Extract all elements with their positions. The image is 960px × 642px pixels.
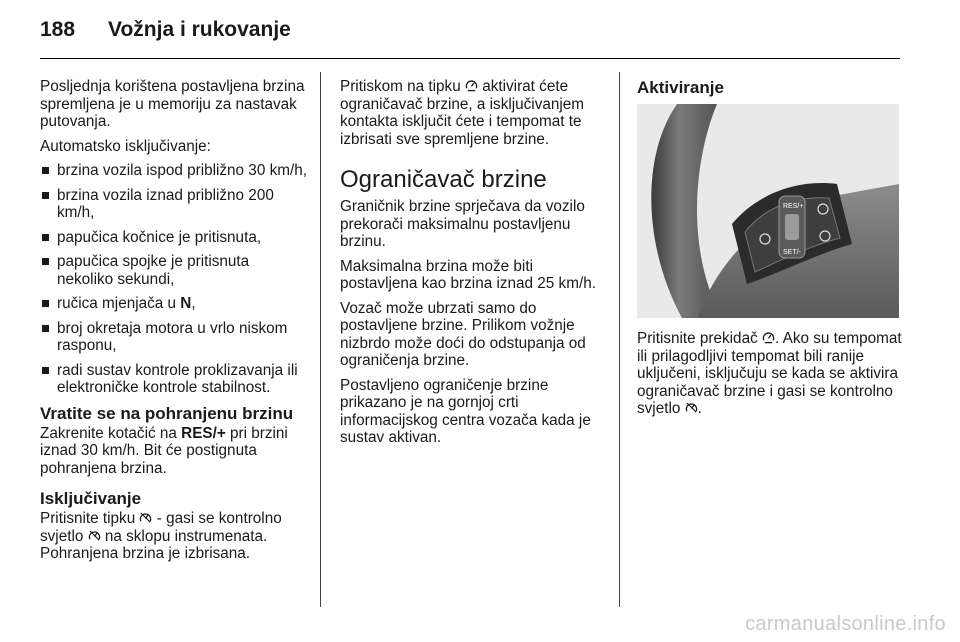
bullet-icon: [42, 300, 49, 307]
bullet-icon: [42, 167, 49, 174]
auto-off-list: [40, 162, 308, 397]
list-item: brzina vozila iznad približno 200 km/h,: [40, 187, 308, 222]
paragraph: Pritisnite tipku - gasi se kontrolno svjetlo na sklopu instrumenata. Pohranjena brzina je izbrisana.: [40, 510, 282, 562]
section-heading-limiter: Ograničavač brzine: [340, 166, 547, 193]
section-heading-off: Isključivanje: [40, 489, 142, 508]
paragraph: Vozač može ubrzati samo do postavljene brzine. Prilikom vožnje nizbrdo može doći do odstupanja od ograničenja brzine.: [340, 299, 586, 369]
paragraph: Postavljeno ograničenje brzine prikazano je na gornjoj crti informacijskog centra vozača kada je sustav aktivan.: [340, 376, 591, 446]
paragraph: Posljednja korištena postavljena brzina spremljena je u memoriju za nastavak putovanja.: [40, 78, 305, 130]
column-divider: [619, 72, 620, 607]
bullet-icon: [42, 325, 49, 332]
list-item: broj okretaja motora u vrlo niskom rasponu,: [40, 320, 308, 355]
paragraph: Pritisnite prekidač . Ako su tempomat ili prilagodljivi tempomat bili ranije uključeni, isključuju se kada se aktivira ograničavač brzine i gasi se kontrolno svjetlo .: [637, 330, 902, 417]
res-label: RES/+: [783, 203, 804, 210]
page-number: 188: [40, 18, 76, 41]
list-item: radi sustav kontrole proklizavanja ili elektroničke kontrole stabilnost.: [40, 362, 308, 397]
set-label: SET/-: [783, 249, 801, 256]
column-divider: [320, 72, 321, 607]
cruise-off-icon: [139, 511, 152, 524]
column-right: [637, 78, 907, 425]
page-header: [40, 18, 291, 48]
list-item: papučica spojke je pritisnuta nekoliko sekundi,: [40, 253, 308, 288]
cruise-off-icon: [685, 401, 698, 414]
bullet-icon: [42, 234, 49, 241]
list-item: brzina vozila ispod približno 30 km/h,: [40, 162, 308, 180]
steering-wheel-figure: [637, 104, 899, 318]
cruise-off-icon: [88, 529, 101, 542]
section-heading-return: Vratite se na pohranjenu brzinu: [40, 403, 294, 423]
chapter-title: Vožnja i rukovanje: [108, 18, 291, 41]
list-item: ručica mjenjača u N,: [40, 295, 308, 313]
speed-limiter-icon: [762, 331, 775, 344]
speed-limiter-icon: [465, 79, 478, 92]
paragraph: Automatsko isključivanje:: [40, 137, 211, 155]
bullet-icon: [42, 192, 49, 199]
column-middle: [340, 78, 608, 454]
list-item: papučica kočnice je pritisnuta,: [40, 229, 308, 247]
header-rule: [40, 58, 900, 59]
paragraph: Maksimalna brzina može biti postavljena kao brzina iznad 25 km/h.: [340, 257, 596, 292]
paragraph: Zakrenite kotačić na RES/+ pri brzini iznad 30 km/h. Bit će postignuta pohranjena brzina.: [40, 424, 288, 477]
paragraph: Pritiskom na tipku aktivirat ćete ograničavač brzine, a isključivanjem kontakta isključit ćete i tempomat te izbrisati sve spremljene brzine.: [340, 78, 585, 148]
column-left: [40, 78, 308, 570]
paragraph: Graničnik brzine sprječava da vozilo prekorači maksimalnu postavljenu brzinu.: [340, 198, 585, 250]
watermark: carmanualsonline.info: [745, 613, 946, 635]
bullet-icon: [42, 367, 49, 374]
bullet-icon: [42, 258, 49, 265]
section-heading-activation: Aktiviranje: [637, 78, 724, 97]
